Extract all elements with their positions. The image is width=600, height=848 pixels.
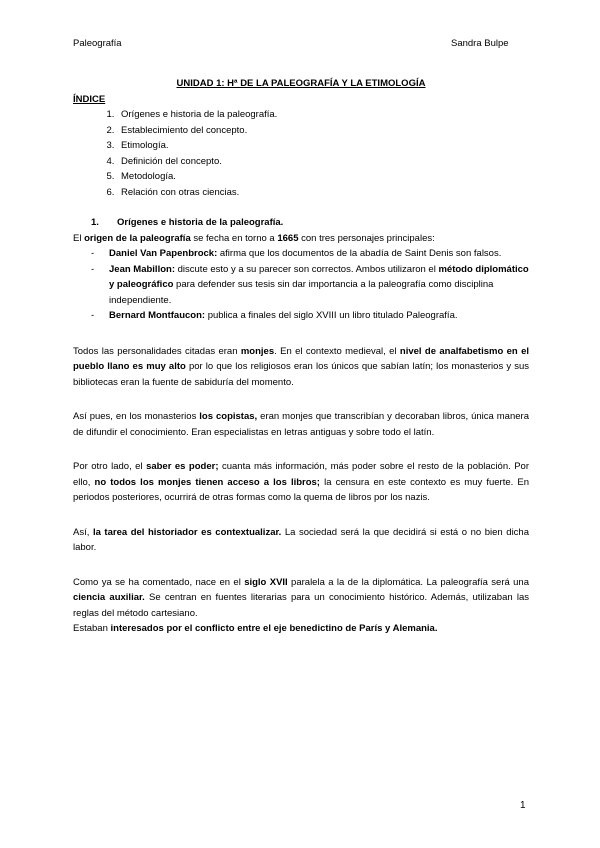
unit-title: UNIDAD 1: Hª DE LA PALEOGRAFÍA Y LA ETIMOLOGÍA [176, 78, 426, 89]
list-item: - Jean Mabillon: discute esto y a su parecer son correctos. Ambos utilizaron el método diplomático y paleográfico para defender sus tesis sin dar importancia a la paleografía como disciplina independiente. [91, 263, 529, 306]
document-body [73, 76, 529, 637]
paragraph-conflict: Estaban interesados por el conflicto entre el eje benedictino de París y Alemania. [73, 623, 438, 634]
toc-item: 3. Etimología. [117, 138, 529, 154]
list-item: - Bernard Montfaucon: publica a finales del siglo XVIII un libro titulado Paleografía. [91, 310, 458, 321]
header-right: Sandra Bulpe [451, 38, 509, 49]
table-of-contents [73, 107, 529, 200]
page-number: 1 [520, 800, 526, 811]
section-heading [73, 215, 529, 231]
toc-item: 1. Orígenes e historia de la paleografía. [117, 107, 529, 123]
paragraph-historian: Así, la tarea del historiador es contextualizar. La sociedad será la que decidirá si está o no bien dicha labor. [73, 526, 529, 553]
paragraph-monks: Todos las personalidades citadas eran monjes. En el contexto medieval, el nivel de analfabetismo en el pueblo llano es muy alto por lo que los religiosos eran los únicos que sabían latín; los monasterios y sus bibliotecas eran la fuente de sabiduría del momento. [73, 345, 529, 388]
section-number: 1. [91, 217, 99, 228]
paragraph-knowledge: Por otro lado, el saber es poder; cuanta más información, más poder sobre el resto de la población. Por ello, no todos los monjes tienen acceso a los libros; la censura en este contexto es muy fuerte. En periodos posteriores, ocurrirá de otras formas como la quema de libros por los nazis. [73, 461, 530, 503]
toc-item: 6. Relación con otras ciencias. [117, 185, 529, 201]
list-item: - Daniel Van Papenbrock: afirma que los documentos de la abadía de Saint Denis son falsos. [91, 248, 502, 259]
paragraph-origin: Como ya se ha comentado, nace en el siglo XVII paralela a la de la diplomática. La paleografía será una ciencia auxiliar. Se centran en fuentes literarias para un conocimiento histórico. Además, utilizaban las reglas del método cartesiano. [73, 576, 530, 619]
toc-item: 5. Metodología. [117, 169, 529, 185]
intro-paragraph: El origen de la paleografía se fecha en torno a 1665 con tres personajes principales: [73, 232, 435, 244]
section-title: Orígenes e historia de la paleografía. [117, 217, 284, 228]
paragraph-copyists: Así pues, en los monasterios los copistas, eran monjes que transcribían y decoraban libros, única manera de difundir el conocimiento. Eran especialistas en letras antiguas y sobre todo el latín. [73, 411, 529, 438]
index-heading: ÍNDICE [73, 93, 106, 105]
header-left: Paleografía [73, 38, 122, 49]
people-list [73, 246, 529, 324]
toc-item: 2. Establecimiento del concepto. [117, 123, 529, 139]
toc-item: 4. Definición del concepto. [117, 154, 529, 170]
